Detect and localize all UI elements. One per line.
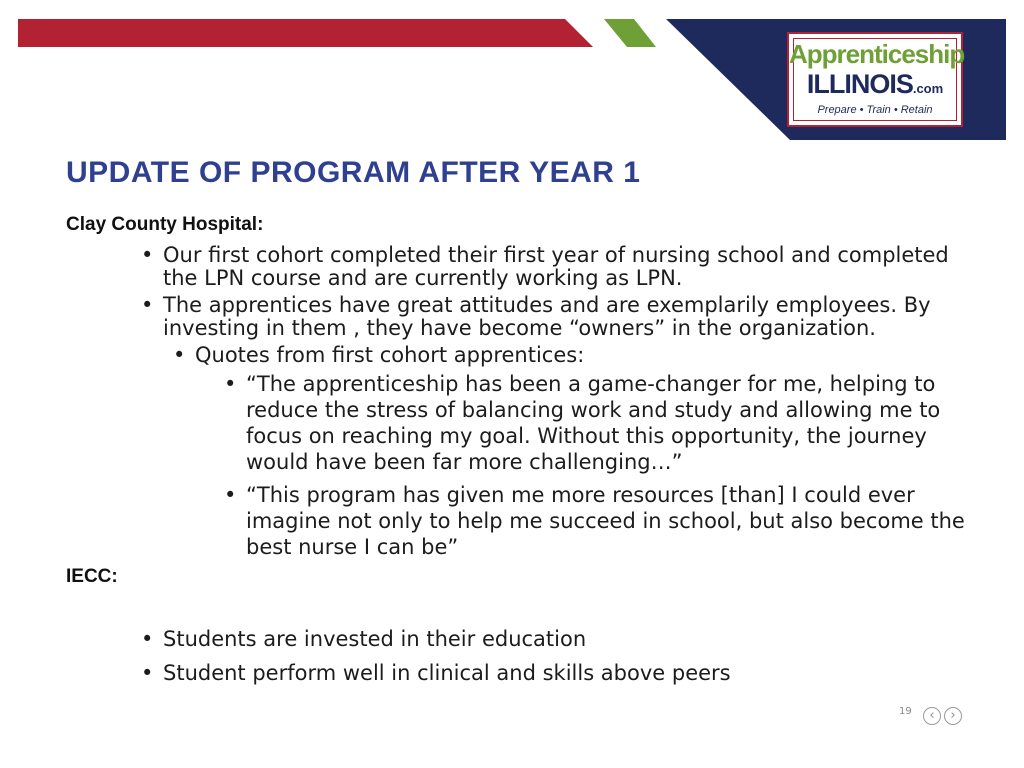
quote-item: • “This program has given me more resources [than] I could ever imagine not only to help me succeed in school, but also become the best nurse I can be” [66, 482, 966, 560]
green-stripe [604, 19, 656, 47]
quote-item: • “The apprenticeship has been a game-changer for me, helping to reduce the stress of balancing work and study and allowing me to focus on reaching my goal. Without this opportunity, the journey would have been far more challenging…” [66, 371, 966, 475]
section-heading-iecc: IECC: [66, 566, 118, 587]
red-stripe [18, 19, 593, 47]
bullet-item: • Our first cohort completed their first year of nursing school and completed the LPN course and are currently working as LPN. [66, 244, 966, 290]
logo-illinois: ILLINOIS [806, 69, 913, 99]
bullet-item: • Student perform well in clinical and skills above peers [66, 661, 966, 686]
page-number: 19 [899, 706, 912, 717]
apprenticeship-illinois-logo [787, 32, 963, 127]
logo-com: .com [912, 81, 944, 96]
chevron-left-icon[interactable]: ‹ [923, 707, 941, 725]
logo-tagline: Prepare • Train • Retain [817, 104, 933, 116]
sub-bullet-quotes-heading: • Quotes from first cohort apprentices: [66, 343, 966, 368]
chevron-right-icon[interactable]: › [944, 707, 962, 725]
logo-line1: Apprenticeship [789, 39, 965, 69]
section-heading-clay-county: Clay County Hospital: [66, 214, 264, 235]
bullet-item: • The apprentices have great attitudes and are exemplarily employees. By investing in them , they have become “owners” in the organization. [66, 294, 966, 340]
logo-line2 [789, 70, 961, 103]
slide-title: UPDATE OF PROGRAM AFTER YEAR 1 [66, 156, 641, 189]
bullet-item: • Students are invested in their education [66, 627, 966, 652]
slide-body [66, 212, 966, 686]
